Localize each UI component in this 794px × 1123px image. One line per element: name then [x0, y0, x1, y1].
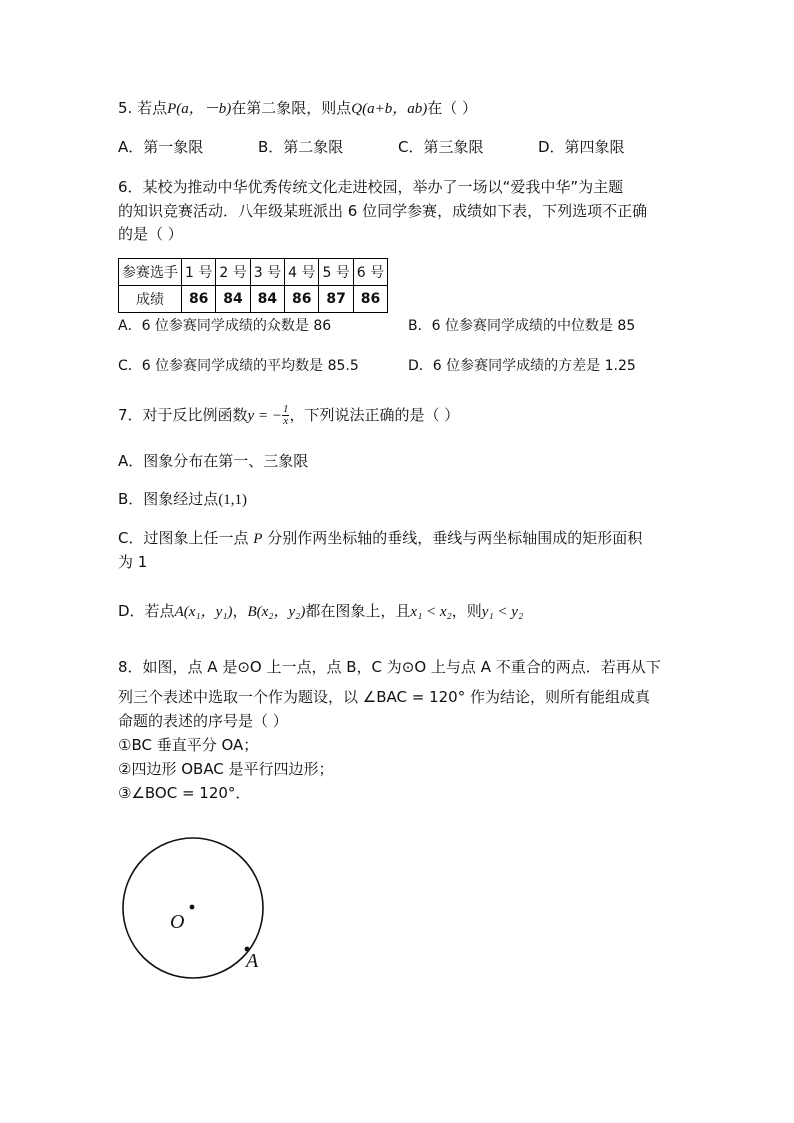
- q6-stem-line-1: 6．某校为推动中华优秀传统文化走进校园，举办了一场以“爱我中华”为主题: [118, 178, 624, 196]
- q8-stem-line-2: 列三个表述中选取一个作为题设，以 ∠BAC = 120° 作为结论，则所有能组成真: [118, 688, 650, 706]
- q7-option-b-text: B．图象经过点: [118, 490, 219, 508]
- table-cell: 87: [319, 286, 353, 313]
- table-cell: 5 号: [319, 259, 353, 286]
- q7-option-a: A．图象分布在第一、三象限: [118, 452, 309, 470]
- q7-function-lhs: y = −: [247, 408, 282, 424]
- fraction-denominator: x: [283, 415, 289, 427]
- q7-option-c-text-2: 分别作两坐标轴的垂线，垂线与两坐标轴围成的矩形面积: [262, 529, 643, 547]
- q7-option-c-text-1: C．过图象上任一点: [118, 529, 254, 547]
- q7-option-d-text-1: D．若点: [118, 602, 175, 620]
- q8-stem-line-1: 8．如图，点 A 是⊙O 上一点，点 B，C 为⊙O 上与点 A 不重合的两点．若再从下: [118, 658, 661, 676]
- q7-text-2: ，下列说法正确的是（ ）: [289, 406, 460, 424]
- table-cell: 6 号: [353, 259, 387, 286]
- q6-stem-line-3: 的是（ ）: [118, 225, 183, 243]
- q5-point-q: Q(a+b，ab): [351, 101, 428, 117]
- q7-option-d-condition: x₁ < x₂: [410, 604, 452, 620]
- label-a: A: [246, 950, 259, 972]
- q6-score-table: [118, 258, 388, 313]
- q5-option-d: D．第四象限: [538, 138, 625, 156]
- table-cell: 参赛选手: [119, 259, 182, 286]
- table-header-row: [119, 259, 388, 286]
- q5-option-c: C．第三象限: [398, 138, 484, 156]
- q7-option-c-point-p: P: [253, 531, 263, 547]
- table-cell: 86: [285, 286, 319, 313]
- q7-option-d-point-b: B(x₂，y₂): [247, 604, 306, 620]
- q5-option-b: B．第二象限: [258, 138, 344, 156]
- table-cell: 2 号: [216, 259, 250, 286]
- q7-option-d: D．若点A(x₁，y₁)，B(x₂，y₂)都在图象上，且x₁ < x₂，则y₁ < y₂: [118, 602, 524, 620]
- q7-option-d-conclusion: y₁ < y₂: [481, 604, 524, 620]
- q5-option-a: A．第一象限: [118, 138, 204, 156]
- q7-option-d-text-2: 都在图象上，且: [305, 602, 411, 620]
- q8-stem-line-3: 命题的表述的序号是（ ）: [118, 712, 288, 730]
- q6-stem-line-2: 的知识竞赛活动．八年级某班派出 6 位同学参赛，成绩如下表，下列选项不正确: [118, 202, 648, 220]
- label-o: O: [170, 911, 185, 933]
- table-cell: 86: [353, 286, 387, 313]
- table-cell: 86: [182, 286, 216, 313]
- q7-option-b-point: (1,1): [218, 492, 248, 508]
- q6-option-a: A．6 位参赛同学成绩的众数是 86: [118, 318, 332, 334]
- q5-number: 5.: [118, 99, 133, 117]
- q5-point-p: P(a，－b): [167, 101, 232, 117]
- q8-statement-2: ②四边形 OBAC 是平行四边形；: [118, 760, 334, 778]
- q7-option-d-text-3: ，则: [451, 602, 482, 620]
- q7-option-c-line-1: [118, 527, 642, 550]
- q7-stem: [118, 404, 459, 427]
- table-cell: 成绩: [119, 286, 182, 313]
- table-cell: 3 号: [250, 259, 284, 286]
- circle-figure: [110, 832, 290, 992]
- q6-option-c: C．6 位参赛同学成绩的平均数是 85.5: [118, 358, 359, 374]
- center-point-o: [190, 905, 195, 910]
- q5-stem: [118, 97, 477, 120]
- table-cell: 84: [250, 286, 284, 313]
- table-cell: 1 号: [182, 259, 216, 286]
- q8-statement-1: ①BC 垂直平分 OA；: [118, 736, 259, 754]
- q6-option-d: D．6 位参赛同学成绩的方差是 1.25: [408, 358, 636, 374]
- q5-text-3: 在（ ）: [427, 99, 478, 117]
- q8-statement-3: ③∠BOC = 120°．: [118, 784, 251, 802]
- q7-option-c-line-2: 为 1: [118, 553, 148, 571]
- q5-text-1: 若点: [137, 99, 168, 117]
- q7-option-d-point-a: A(x₁，y₁): [174, 604, 233, 620]
- q7-option-b: [118, 488, 247, 511]
- q5-text-2: 在第二象限，则点: [231, 99, 352, 117]
- table-cell: 84: [216, 286, 250, 313]
- q7-text-1: 7．对于反比例函数: [118, 406, 248, 424]
- fraction-numerator: 1: [282, 403, 289, 415]
- q6-option-b: B．6 位参赛同学成绩的中位数是 85: [408, 318, 636, 334]
- table-row: [119, 286, 388, 313]
- table-cell: 4 号: [285, 259, 319, 286]
